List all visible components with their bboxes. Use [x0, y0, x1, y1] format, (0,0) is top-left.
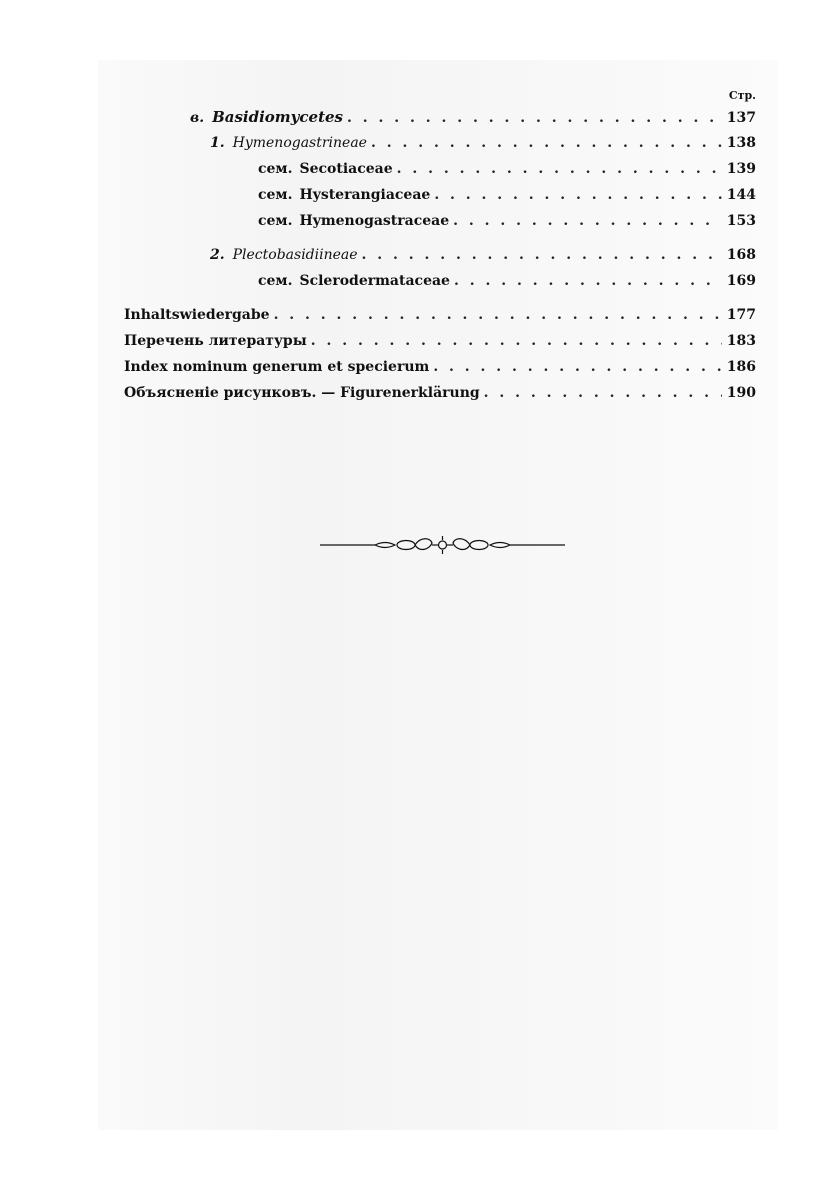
toc-entry-bibliography [124, 328, 756, 354]
toc-page-number: 190 [726, 385, 756, 401]
toc-entry-title: Inhaltswiedergabe [124, 307, 270, 323]
toc-entry-title: Hymenogastraceae [299, 213, 450, 229]
leader-dots [397, 156, 722, 182]
toc-entry-inhaltswiedergabe [124, 302, 756, 328]
page-column-label: Стр. [728, 89, 756, 102]
leader-dots [454, 268, 722, 294]
toc-page-number: 137 [726, 110, 756, 126]
leader-dots [347, 105, 722, 131]
family-prefix: сем. [258, 273, 293, 289]
leader-dots [484, 380, 722, 406]
toc-entry-title: Перечень литературы [124, 333, 307, 349]
family-prefix: сем. [258, 187, 293, 203]
toc-entry-figure-explanation [124, 380, 756, 406]
leader-dots [434, 182, 722, 208]
decorative-ornament [320, 534, 565, 556]
toc-entry-title: Hymenogastrineae [232, 135, 367, 151]
toc-entry-number: 2. [210, 247, 225, 263]
toc-entry-hymenogastraceae [124, 208, 756, 234]
leader-dots [433, 354, 722, 380]
toc-page-number: 186 [726, 359, 756, 375]
toc-entry-number: 1. [210, 135, 225, 151]
toc-page-number: 138 [726, 135, 756, 151]
toc-page-number: 144 [726, 187, 756, 203]
toc-entry-hysterangiaceae [124, 182, 756, 208]
toc-entry-title: Plectobasidiineae [232, 247, 358, 263]
toc-entry-title: Basidiomycetes [212, 108, 343, 126]
leader-dots [274, 302, 722, 328]
family-prefix: сем. [258, 213, 293, 229]
toc-page-number: 168 [726, 247, 756, 263]
toc-entry-plectobasidiineae [124, 242, 756, 268]
toc-entry-number: в. [190, 110, 205, 126]
leader-dots [311, 328, 722, 354]
toc-entry-title: Hysterangiaceae [299, 187, 431, 203]
toc-page-number: 183 [726, 333, 756, 349]
toc-page-number: 169 [726, 273, 756, 289]
leader-dots [371, 130, 722, 156]
toc-page-number: 153 [726, 213, 756, 229]
toc-entry-sclerodermataceae [124, 268, 756, 294]
family-prefix: сем. [258, 161, 293, 177]
toc-entry-title: Sclerodermataceae [299, 273, 450, 289]
toc-entry-secotiaceae [124, 156, 756, 182]
toc-entry-index [124, 354, 756, 380]
toc-entry-title: Index nominum generum et specierum [124, 359, 430, 375]
toc-entry-title: Secotiaceae [299, 161, 393, 177]
toc-page-number: 139 [726, 161, 756, 177]
leader-dots [453, 208, 722, 234]
table-of-contents [124, 88, 756, 406]
leader-dots [362, 242, 722, 268]
toc-entry-hymenogastrineae [124, 130, 756, 156]
toc-entry-basidiomycetes [124, 104, 756, 130]
toc-page-number: 177 [726, 307, 756, 323]
toc-entry-title: Объясненіе рисунковъ. — Figurenerklärung [124, 385, 480, 401]
